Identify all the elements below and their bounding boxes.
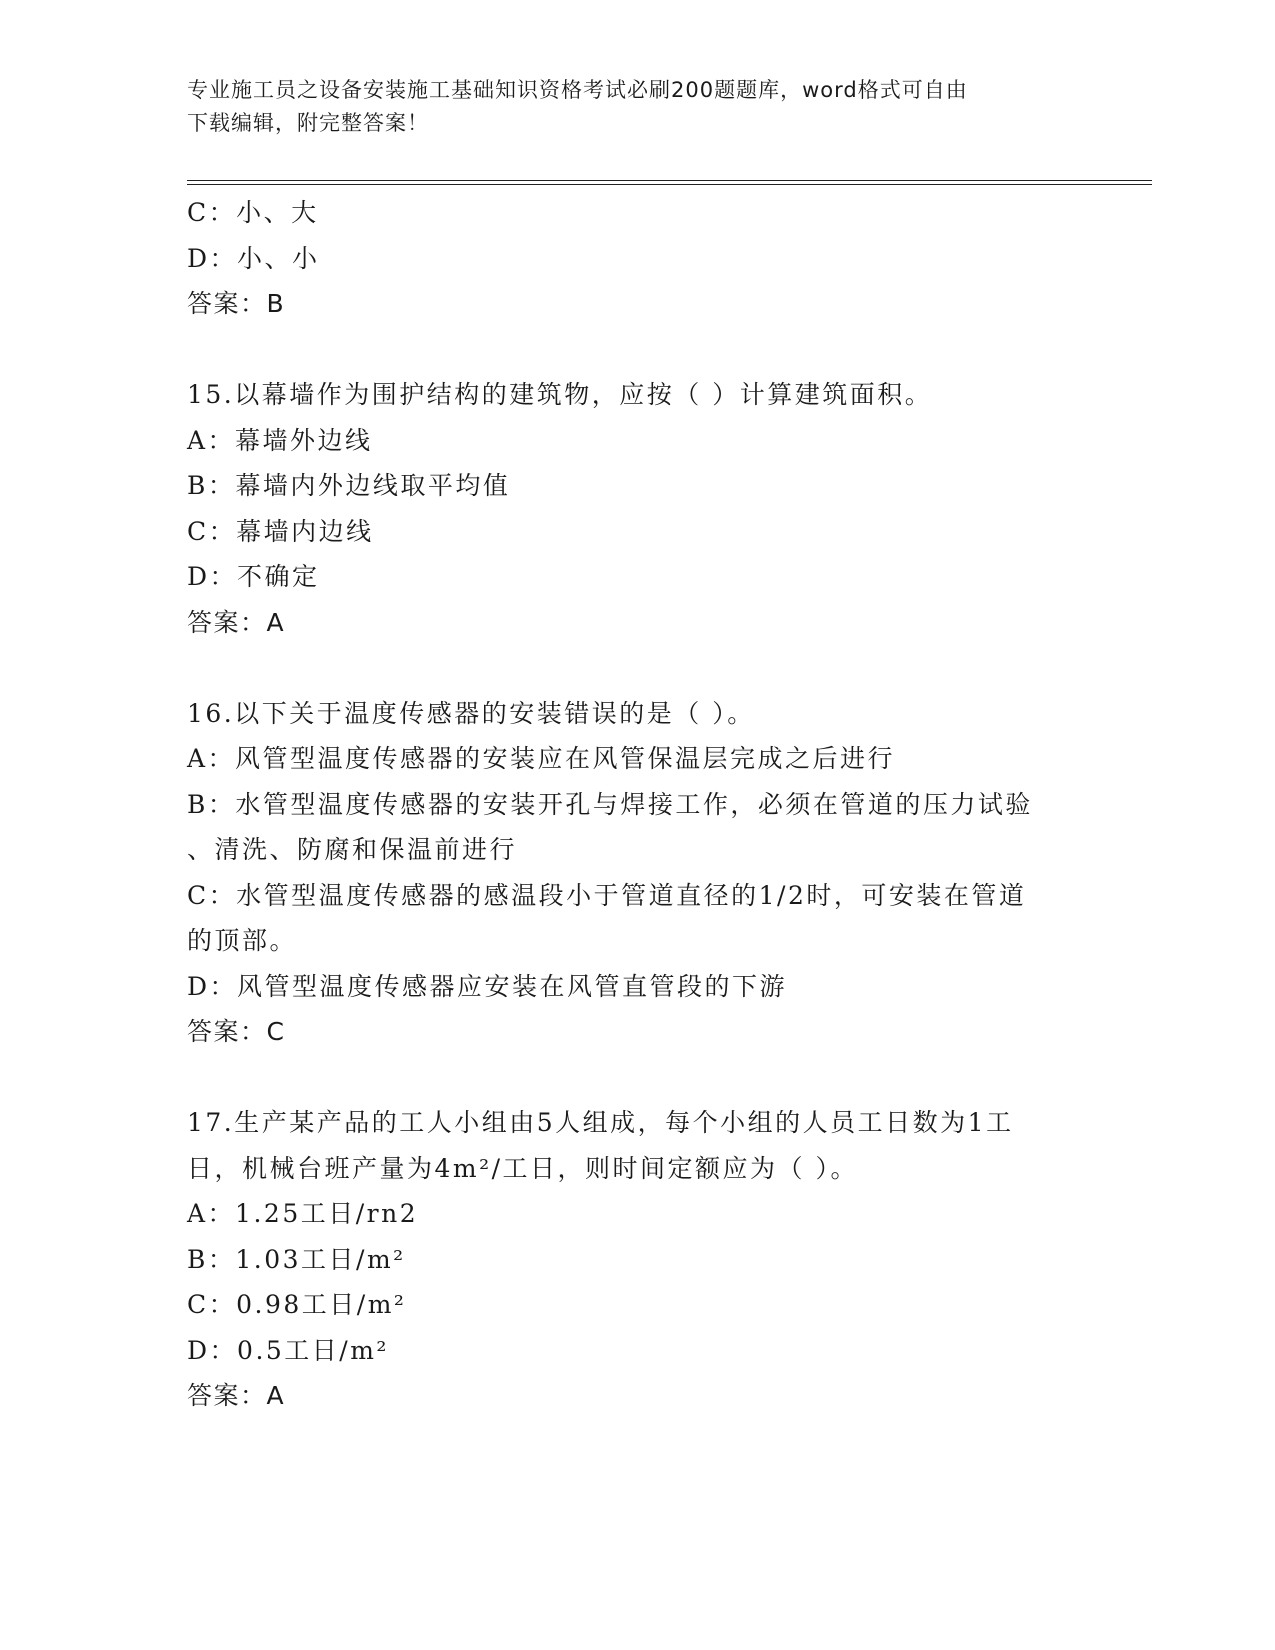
- header-divider-bottom: [187, 184, 1152, 185]
- answer-line: 答案：B: [187, 289, 286, 318]
- spacer: [187, 1055, 1097, 1101]
- answer-line: 答案：A: [187, 607, 286, 637]
- option-d: D：风管型温度传感器应安装在风管直管段的下游: [187, 971, 788, 1001]
- option-d: D：不确定: [187, 562, 320, 591]
- header-divider-top: [187, 180, 1152, 181]
- option-d: D：0.5工日/m²: [187, 1335, 389, 1365]
- spacer: [187, 327, 1097, 373]
- prev-question: [187, 190, 1097, 327]
- answer-line: 答案：C: [187, 1017, 286, 1046]
- question-stem-continued: 日，机械台班产量为4m²/工日，则时间定额应为（ ）。: [187, 1153, 859, 1183]
- option-c: C：0.98工日/m²: [187, 1290, 407, 1319]
- question-17: [187, 1100, 1097, 1419]
- option-c: C：水管型温度传感器的感温段小于管道直径的1/2时，可安装在管道: [187, 880, 1027, 910]
- question-stem: 15.以幕墙作为围护结构的建筑物，应按（ ）计算建筑面积。: [187, 380, 933, 409]
- option-c: C：幕墙内边线: [187, 516, 374, 546]
- question-16: [187, 691, 1097, 1055]
- option-a: A：幕墙外边线: [187, 425, 373, 455]
- option-b: B：水管型温度传感器的安装开孔与焊接工作，必须在管道的压力试验: [187, 789, 1033, 819]
- header-line-1: 专业施工员之设备安装施工基础知识资格考试必刷200题题库，word格式可自由: [187, 78, 968, 102]
- header-line-2: 下载编辑，附完整答案！: [187, 111, 429, 135]
- document-header: [187, 74, 1077, 140]
- option-c-continued: 的顶部。: [187, 926, 298, 955]
- option-a: A：1.25工日/rn2: [187, 1199, 419, 1228]
- option-c: C：小、大: [187, 198, 319, 227]
- answer-line: 答案：A: [187, 1381, 286, 1410]
- question-stem: 17.生产某产品的工人小组由5人组成，每个小组的人员工日数为1工: [187, 1108, 1014, 1137]
- option-a: A：风管型温度传感器的安装应在风管保温层完成之后进行: [187, 744, 896, 773]
- question-list: [187, 190, 1097, 1419]
- option-b: B：1.03工日/m²: [187, 1244, 406, 1274]
- option-b-continued: 、清洗、防腐和保温前进行: [187, 835, 518, 864]
- spacer: [187, 645, 1097, 691]
- option-d: D：小、小: [187, 243, 320, 273]
- question-15: [187, 372, 1097, 645]
- option-b: B：幕墙内外边线取平均值: [187, 471, 511, 500]
- question-stem: 16.以下关于温度传感器的安装错误的是（ ）。: [187, 698, 755, 728]
